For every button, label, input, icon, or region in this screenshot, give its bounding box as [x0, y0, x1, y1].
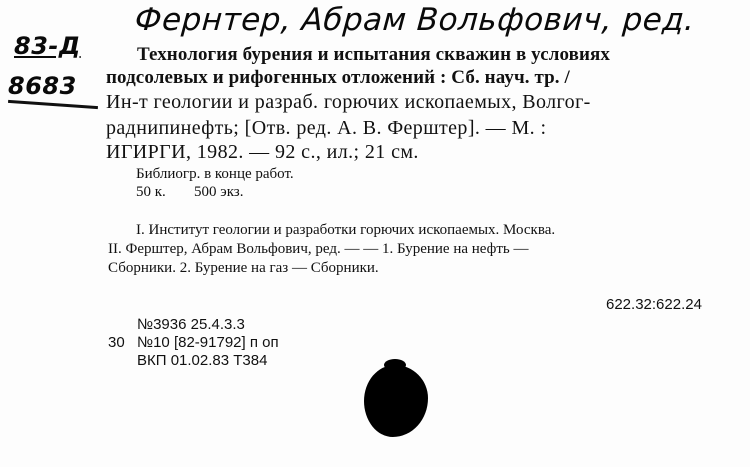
tracing-line-2: II. Ферштер, Абрам Вольфович, ред. — — 1. Бурение на нефть —	[108, 241, 529, 257]
udc-classification: 622.32:622.24	[606, 296, 702, 313]
handwritten-editor-heading: Фернтер, Абрам Вольфович, ред.	[133, 2, 696, 38]
punch-hole-blot	[364, 365, 428, 437]
handwritten-shelf-mark-bottom: 8683	[8, 72, 77, 100]
card-count: 30	[108, 334, 125, 351]
handwritten-shelf-mark-top: 83-Д	[14, 32, 81, 60]
control-number-line-1: №3936 25.4.3.3	[137, 316, 245, 333]
print-run: 500 экз.	[194, 184, 244, 200]
title-line-1: Технология бурения и испытания скважин в условиях	[137, 44, 611, 65]
title-line-2: подсолевых и рифогенных отложений : Сб. науч. тр. /	[106, 67, 570, 88]
description-line-5: ИГИРГИ, 1982. — 92 с., ил.; 21 см.	[106, 141, 419, 163]
control-number-line-3: ВКП 01.02.83 Т384	[137, 352, 268, 369]
price: 50 к.	[136, 184, 166, 200]
description-line-4: раднипинефть; [Отв. ред. А. В. Ферштер]. — М. :	[106, 117, 547, 139]
control-number-line-2: №10 [82-91792] п оп	[137, 334, 279, 351]
bibliography-note: Библиогр. в конце работ.	[136, 166, 294, 182]
tracing-line-3: Сборники. 2. Бурение на газ — Сборники.	[108, 260, 379, 276]
description-line-3: Ин-т геологии и разраб. горючих ископаемых, Волгог-	[106, 91, 591, 113]
shelf-mark-divider	[8, 100, 98, 109]
tracing-line-1: I. Институт геологии и разработки горючих ископаемых. Москва.	[136, 222, 556, 238]
